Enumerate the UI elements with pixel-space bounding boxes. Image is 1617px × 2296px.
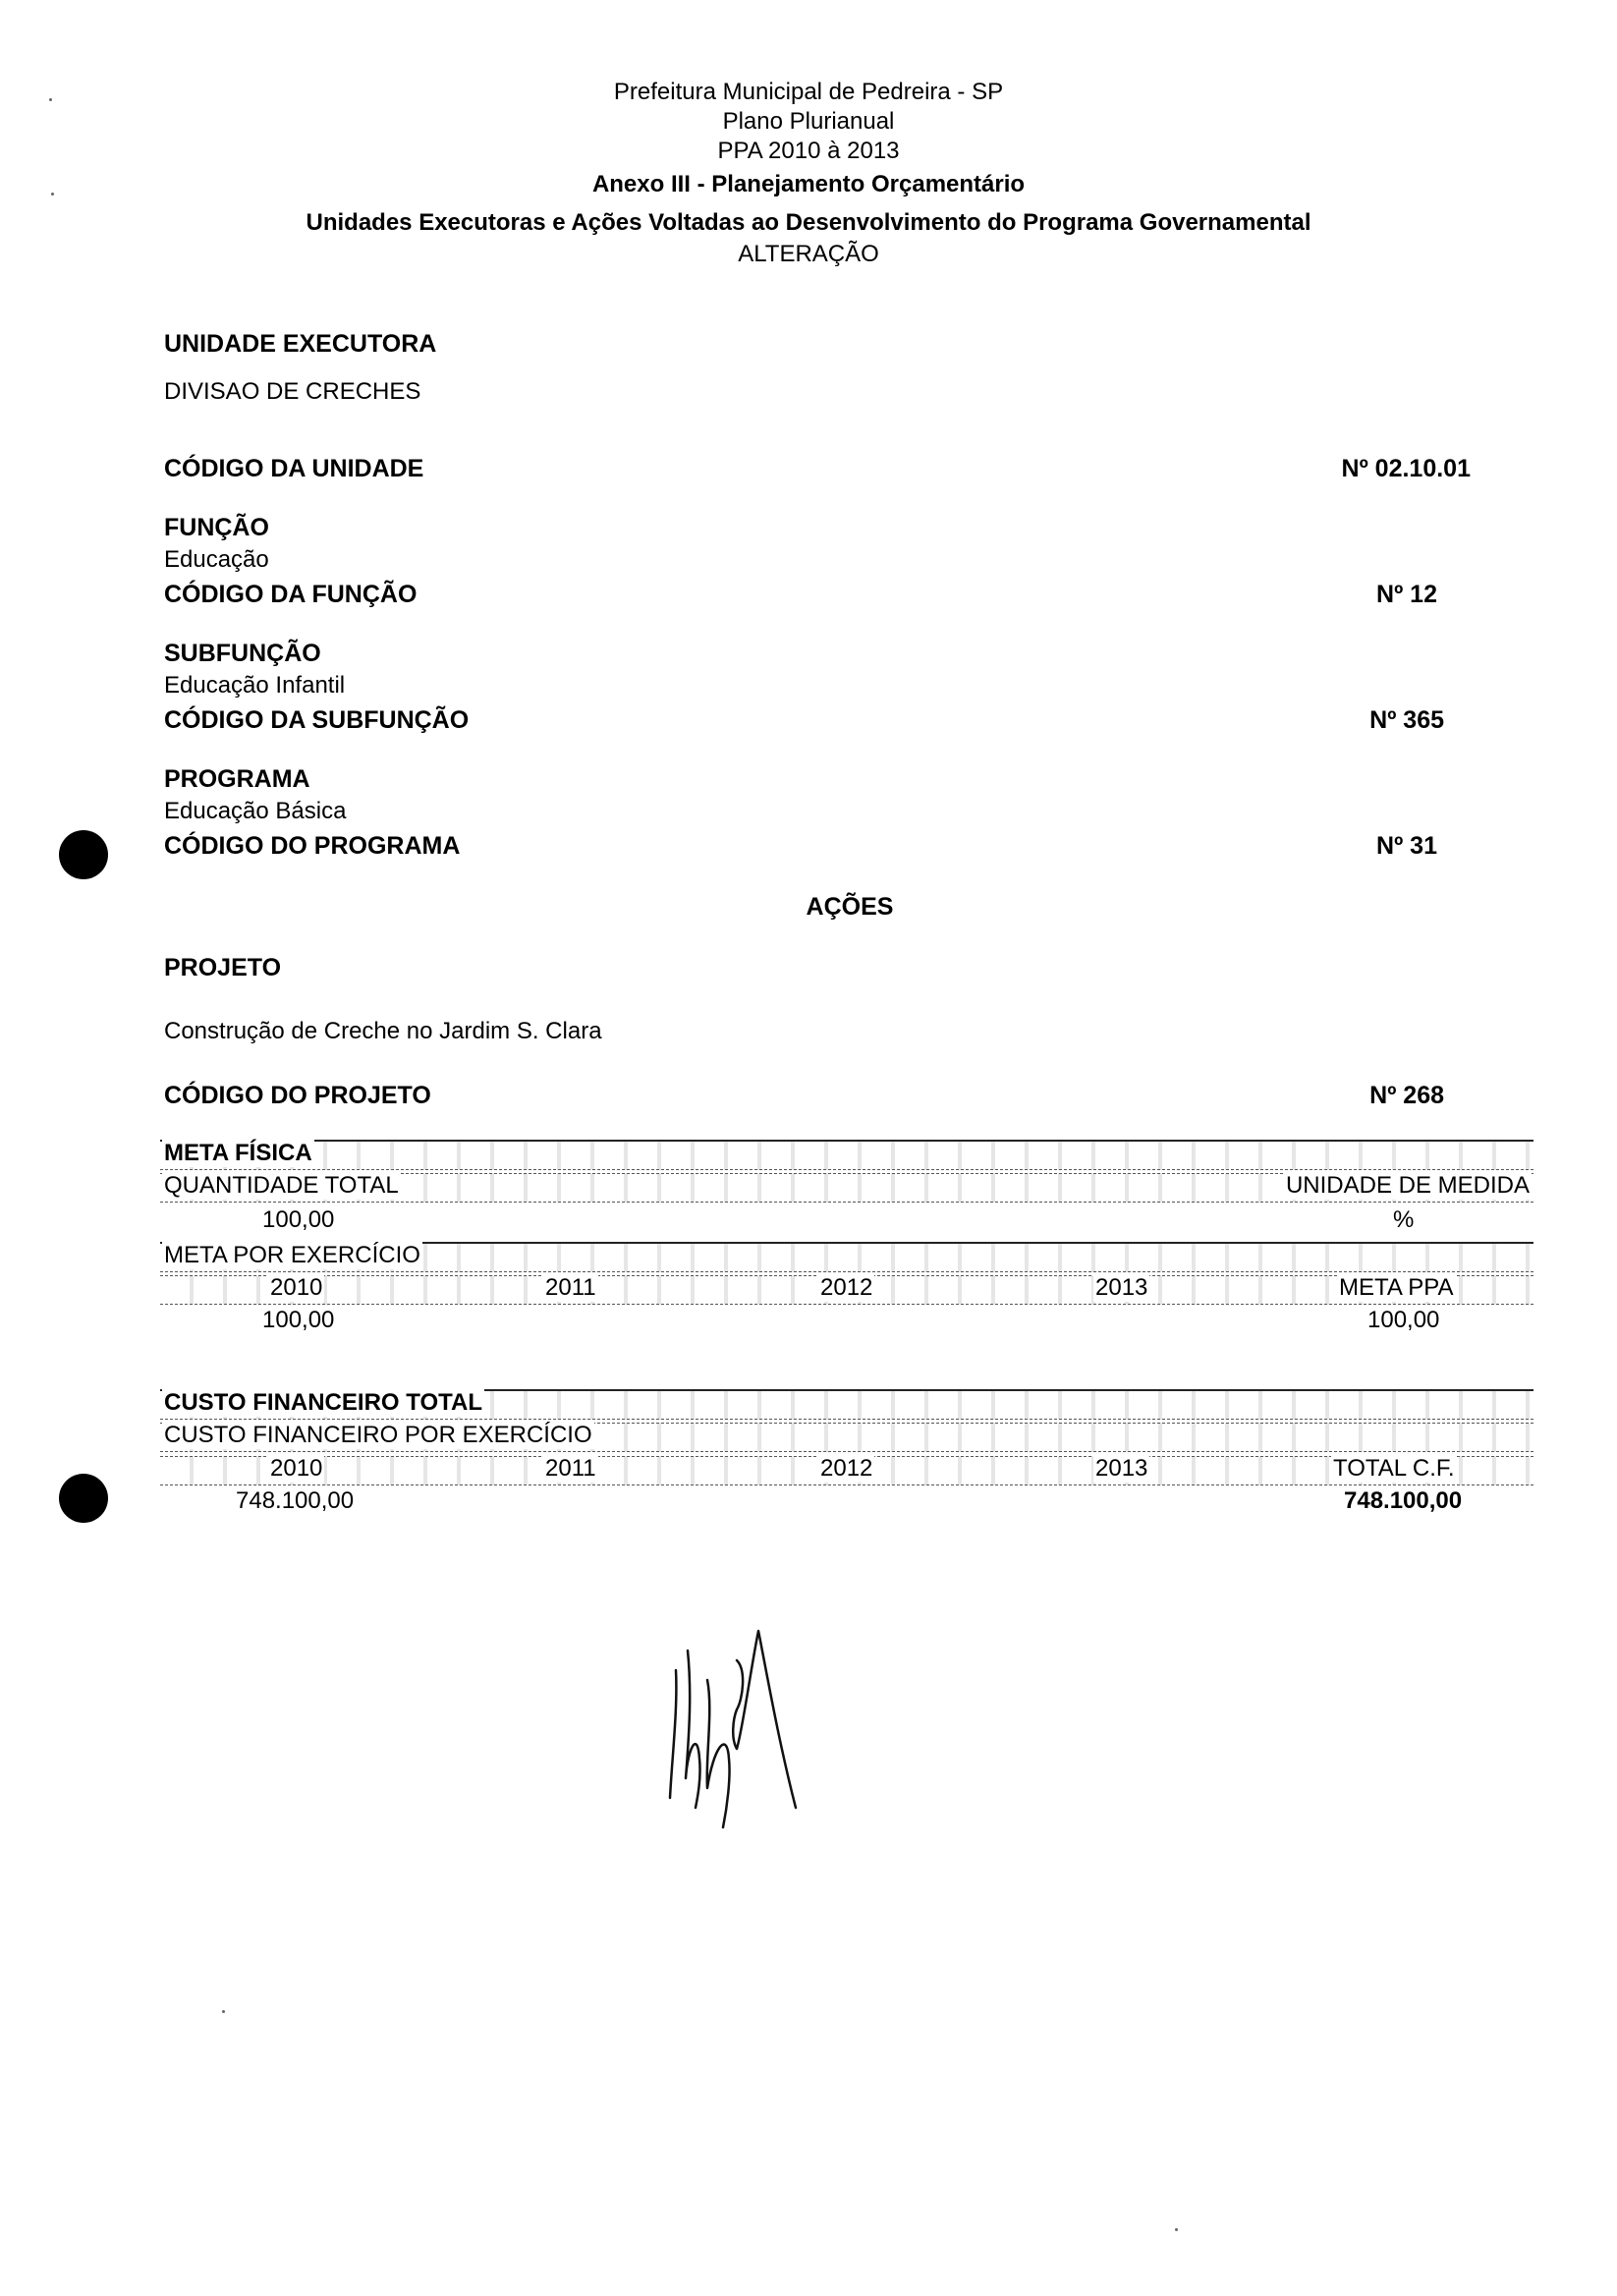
custo-years-band <box>160 1456 1533 1485</box>
custo-value-2010: 748.100,00 <box>236 1487 355 1514</box>
custo-year-2010: 2010 <box>270 1455 323 1482</box>
header-line-4: Anexo III - Planejamento Orçamentário <box>591 171 1026 197</box>
subfuncao-label: SUBFUNÇÃO <box>164 640 321 667</box>
projeto-value: Construção de Creche no Jardim S. Clara <box>164 1018 602 1044</box>
custo-total-label: TOTAL C.F. <box>1333 1455 1455 1482</box>
scan-speck <box>222 2010 225 2013</box>
subfuncao-code-label: CÓDIGO DA SUBFUNÇÃO <box>164 706 470 734</box>
custo-exercicio-band <box>160 1423 1533 1452</box>
projeto-code: Nº 268 <box>1369 1082 1444 1109</box>
meta-years-band <box>160 1275 1533 1305</box>
meta-unidade-value: % <box>1393 1206 1415 1233</box>
custo-year-2012: 2012 <box>820 1455 873 1482</box>
unidade-value: DIVISAO DE CRECHES <box>164 378 421 405</box>
unidade-label: UNIDADE EXECUTORA <box>164 330 437 358</box>
punch-hole-top <box>59 830 108 879</box>
meta-year-2011: 2011 <box>545 1274 596 1301</box>
meta-fisica-title: META FÍSICA <box>164 1140 312 1166</box>
funcao-value: Educação <box>164 546 269 573</box>
scan-speck <box>1175 2228 1178 2231</box>
funcao-label: FUNÇÃO <box>164 514 269 541</box>
signature-mark <box>648 1611 806 1847</box>
meta-unidade-label: UNIDADE DE MEDIDA <box>1285 1172 1530 1199</box>
funcao-code: Nº 12 <box>1376 581 1437 608</box>
custo-year-2013: 2013 <box>1095 1455 1148 1482</box>
unidade-code-label: CÓDIGO DA UNIDADE <box>164 455 424 482</box>
custo-exercicio-title: CUSTO FINANCEIRO POR EXERCÍCIO <box>164 1422 592 1448</box>
subfuncao-code: Nº 365 <box>1369 706 1444 734</box>
header-line-2: Plano Plurianual <box>722 108 895 135</box>
custo-title: CUSTO FINANCEIRO TOTAL <box>164 1389 482 1416</box>
meta-exercicio-band <box>160 1242 1533 1272</box>
programa-value: Educação Básica <box>164 798 347 824</box>
unidade-code: Nº 02.10.01 <box>1341 455 1471 482</box>
custo-total-value: 748.100,00 <box>1344 1487 1463 1514</box>
header-line-5: Unidades Executoras e Ações Voltadas ao Desenvolvimento do Programa Governamental <box>306 209 1311 236</box>
custo-band <box>160 1389 1533 1420</box>
programa-code: Nº 31 <box>1376 832 1437 860</box>
meta-exercicio-title: META POR EXERCÍCIO <box>164 1242 420 1268</box>
meta-qtd-value: 100,00 <box>262 1206 335 1233</box>
meta-year-2010: 2010 <box>270 1274 323 1301</box>
scan-speck <box>51 193 54 196</box>
meta-qtd-band <box>160 1173 1533 1203</box>
subfuncao-value: Educação Infantil <box>164 672 346 699</box>
meta-year-2013: 2013 <box>1095 1274 1148 1301</box>
acoes-title: AÇÕES <box>806 893 894 921</box>
meta-fisica-band <box>160 1140 1533 1170</box>
meta-ppa-value: 100,00 <box>1367 1307 1440 1333</box>
header-line-3: PPA 2010 à 2013 <box>717 138 900 164</box>
scan-speck <box>49 98 52 101</box>
custo-year-2011: 2011 <box>545 1455 596 1482</box>
meta-value-2010: 100,00 <box>262 1307 335 1333</box>
projeto-label: PROJETO <box>164 954 282 981</box>
projeto-code-label: CÓDIGO DO PROJETO <box>164 1082 431 1109</box>
funcao-code-label: CÓDIGO DA FUNÇÃO <box>164 581 418 608</box>
punch-hole-bottom <box>59 1474 108 1523</box>
header-line-6: ALTERAÇÃO <box>738 241 879 267</box>
meta-year-2012: 2012 <box>820 1274 873 1301</box>
header-line-1: Prefeitura Municipal de Pedreira - SP <box>613 79 1004 105</box>
programa-code-label: CÓDIGO DO PROGRAMA <box>164 832 461 860</box>
meta-qtd-label: QUANTIDADE TOTAL <box>164 1172 399 1199</box>
programa-label: PROGRAMA <box>164 765 310 793</box>
meta-ppa-label: META PPA <box>1339 1274 1454 1301</box>
